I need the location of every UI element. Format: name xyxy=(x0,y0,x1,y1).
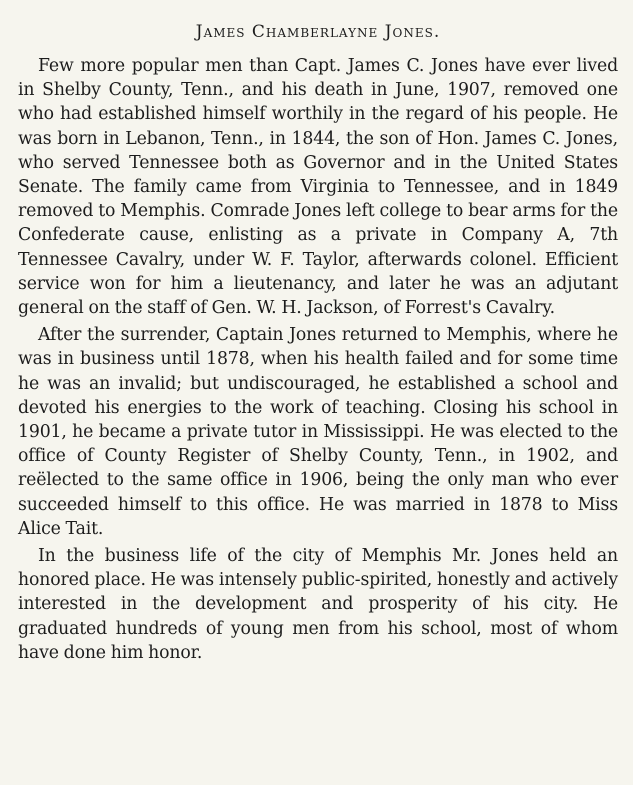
paragraph-3: In the business life of the city of Memphis Mr. Jones held an honored place. He was intensely public-spirited, honestly and actively interested in the development and prosperity of his city. He graduated hundreds of young men from his school, most of whom have done him honor. xyxy=(18,546,618,663)
paragraph-1: Few more popular men than Capt. James C. Jones have ever lived in Shelby County, Tenn., and his death in June, 1907, removed one who had established himself worthily in the regard of his people. He was born in Lebanon, Tenn., in 1844, the son of Hon. James C. Jones, who served Tennessee both as Governor and in the United States Senate. The family came from Virginia to Tennessee, and in 1849 removed to Memphis. Comrade Jones left college to bear arms for the Confederate cause, enlisting as a private in Company A, 7th Tennessee Cavalry, under W. F. Taylor, afterwards colonel. Efficient service won for him a lieutenancy, and later he was an adjutant general on the staff of Gen. W. H. Jackson, of Forrest's Cavalry. xyxy=(18,56,618,319)
document-page xyxy=(18,14,618,668)
article-title: James Chamberlayne Jones. xyxy=(195,22,441,42)
paragraph-2: After the surrender, Captain Jones returned to Memphis, where he was in business until 1878, when his health failed and for some time he was an invalid; but undiscouraged, he established a school and devoted his energies to the work of teaching. Closing his school in 1901, he became a private tutor in Mississippi. He was elected to the office of County Register of Shelby County, Tenn., in 1902, and reëlected to the same office in 1906, being the only man who ever succeeded himself to this office. He was married in 1878 to Miss Alice Tait. xyxy=(18,325,618,539)
